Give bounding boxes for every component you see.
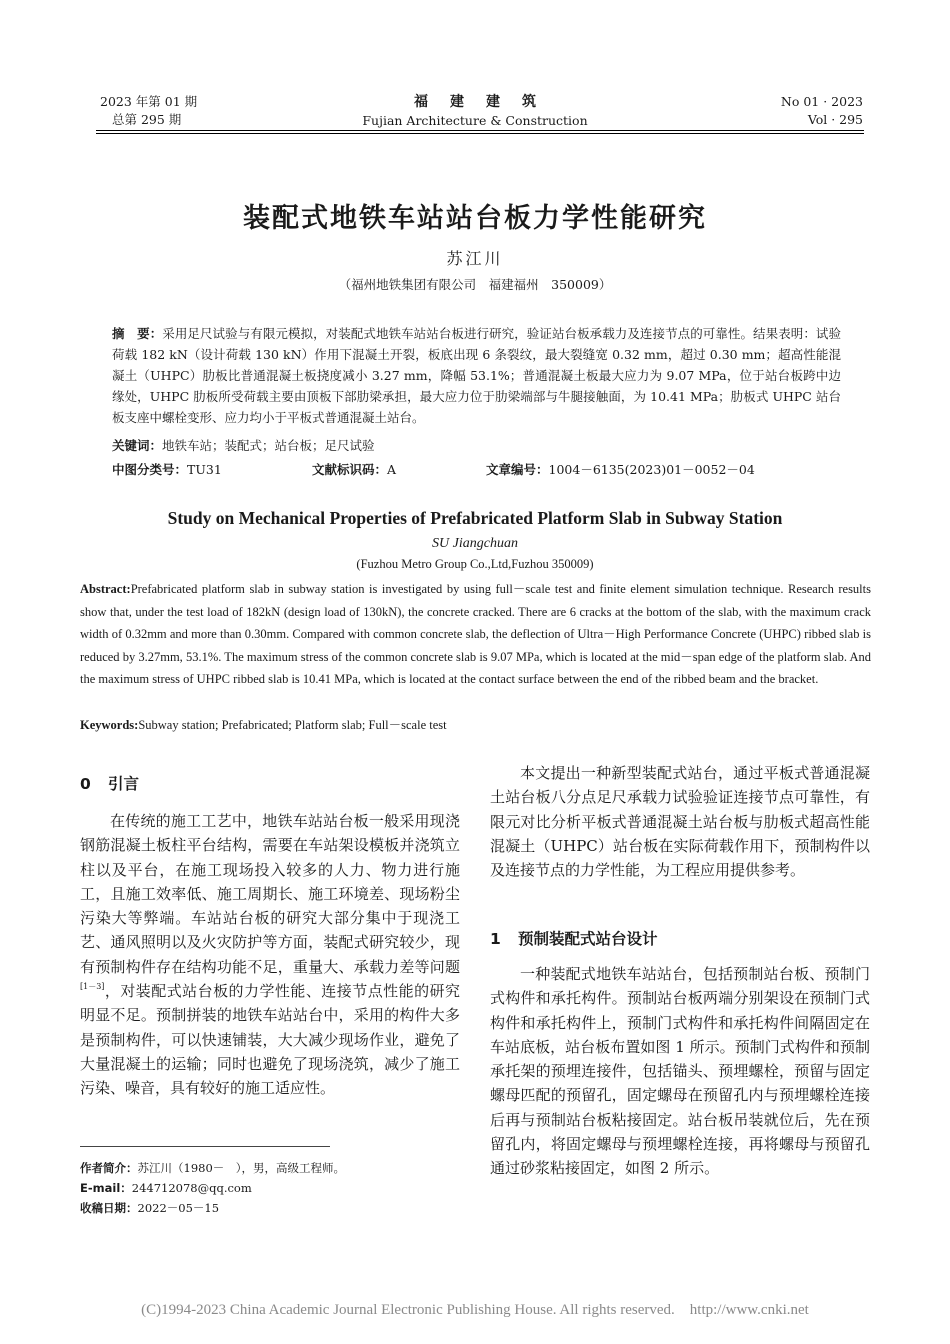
keywords-cn-label: 关键词： (112, 438, 163, 453)
paper-author: 苏江川 (446, 249, 504, 268)
author-email-label: E-mail： (80, 1181, 132, 1195)
paper-title: 装配式地铁车站站台板力学性能研究 (243, 203, 707, 234)
section-title: 引言 (108, 775, 140, 793)
received-date (80, 1198, 345, 1218)
issue-total: 总第 295 期 (112, 112, 182, 127)
citation-ref: [1－3] (80, 982, 105, 992)
footnote-rule (80, 1146, 330, 1147)
author-affiliation: （福州地铁集团有限公司 福建福州 350009） (338, 277, 612, 292)
intro-paragraph (80, 809, 460, 1101)
issue-year: 2023 年第 01 期 (100, 94, 198, 109)
header-rule-top (96, 130, 864, 131)
author-bio (80, 1158, 345, 1178)
clc-value: TU31 (187, 462, 222, 477)
section-heading-intro (80, 772, 460, 794)
document-code (312, 460, 396, 478)
volume-info (781, 93, 863, 129)
copyright-footer: (C)1994-2023 China Academic Journal Electronic Publishing House. All rights reserved. http://www.cnki.net (141, 1302, 809, 1318)
article-number (486, 460, 755, 478)
keywords-cn-text: 地铁车站；装配式；站台板；足尺试验 (162, 438, 375, 453)
section-number: 0 (80, 775, 91, 793)
header-rule-bottom (96, 133, 864, 134)
section-heading-design (490, 927, 870, 949)
abstract-cn (112, 323, 841, 428)
intro-text-a: 在传统的施工工艺中，地铁车站站台板一般采用现浇钢筋混凝土板柱平台结构，需要在车站架设模板并浇筑立柱以及平台，在施工现场投入较多的人力、物力进行施工，且施工效率低、施工周期长、施工环境差、现场粉尘污染大等弊端。车站站台板的研究大部分集中于现浇工艺、通风照明以及火灾防护等方面，装配式研究较少，现有预制构件存在结构功能不足，重量大、承载力差等问题 (80, 812, 460, 976)
author-email-text: 244712078@qq.com (131, 1181, 252, 1195)
footnote (80, 1158, 345, 1218)
clc-label: 中图分类号： (112, 462, 188, 477)
design-paragraph: 一种装配式地铁车站站台，包括预制站台板、预制门式构件和承托构件。预制站台板两端分别架设在预制门式构件和承托构件上，预制门式构件和承托构件间隔固定在车站底板，站台板布置如图 1 所示。预制门式构件和预制承托架的预埋连接件，包括锚头、预埋螺栓，预留与固定螺母匹配的预留孔，固定螺母在预留孔内与预埋螺栓连接后再与预制站台板粘接固定。站台板吊装就位后，先在预留孔内，将固定螺母与预埋螺栓连接，再将螺母与预留孔通过砂浆粘接固定，如图 2 所示。 (490, 965, 870, 1178)
abstract-en (80, 578, 871, 691)
author-bio-text: 苏江川（1980－ ），男，高级工程师。 (137, 1161, 346, 1175)
section-title: 预制装配式站台设计 (518, 930, 658, 948)
issue-number: No 01 · 2023 (780, 94, 863, 109)
document-code-label: 文献标识码： (312, 462, 388, 477)
paper-title-en: Study on Mechanical Properties of Prefabricated Platform Slab in Subway Station (167, 508, 783, 528)
article-number-label: 文章编号： (486, 462, 549, 477)
journal-name-en: Fujian Architecture & Construction (362, 113, 588, 128)
author-email (80, 1178, 345, 1198)
article-number-value: 1004－6135(2023)01－0052－04 (548, 462, 755, 477)
author-affiliation-en: (Fuzhou Metro Group Co.,Ltd,Fuzhou 350009) (356, 557, 594, 571)
clc-number (112, 460, 222, 478)
author-bio-label: 作者简介： (80, 1161, 138, 1175)
abstract-cn-text: 采用足尺试验与有限元模拟，对装配式地铁车站站台板进行研究，验证站台板承载力及连接节点的可靠性。结果表明：试验荷载 182 kN（设计荷载 130 kN）作用下混凝土开裂，板底出现 6 条裂纹，最大裂缝宽 0.32 mm，超过 0.30 mm；超高性能混凝土（UHPC）肋板比普通混凝土板挠度减小 3.27 mm，降幅 53.1%；普通混凝土板最大应力为 9.07 MPa，位于站台板跨中边缘处，UHPC 肋板所受荷载主要由顶板下部肋梁承担，最大应力位于肋梁端部与牛腿接触面，为 10.41 MPa；肋板式 UHPC 站台板支座中螺栓变形、应力均小于平板式普通混凝土站台。 (112, 326, 841, 425)
journal-name (300, 92, 650, 130)
intro-paragraph-2: 本文提出一种新型装配式站台，通过平板式普通混凝土站台板八分点足尺承载力试验验证连接节点可靠性，有限元对比分析平板式普通混凝土站台板与肋板式超高性能混凝土（UHPC）站台板在实际荷载作用下，预制构件以及连接节点的力学性能，为工程应用提供参考。 (490, 764, 870, 880)
keywords-en-label: Keywords: (80, 718, 139, 732)
keywords-en (80, 715, 447, 733)
volume-number: Vol · 295 (807, 112, 863, 127)
keywords-en-text: Subway station; Prefabricated; Platform slab; Full－scale test (138, 718, 447, 732)
received-date-label: 收稿日期： (80, 1201, 138, 1215)
abstract-en-label: Abstract: (80, 582, 131, 596)
received-date-text: 2022－05－15 (137, 1201, 220, 1215)
intro-text-b: ，对装配式站台板的力学性能、连接节点性能的研究明显不足。预制拼装的地铁车站站台中，采用的构件大多是预制构件，可以快速铺装，大大减少现场作业，避免了大量混凝土的运输；同时也避免了现场浇筑，减少了施工污染、噪音，具有较好的施工适应性。 (80, 982, 460, 1098)
issue-info (100, 93, 197, 129)
document-code-value: A (387, 462, 397, 477)
section-number: 1 (490, 930, 501, 948)
abstract-cn-label: 摘 要： (112, 326, 163, 341)
paper-author-en: SU Jiangchuan (432, 536, 518, 551)
abstract-en-text: Prefabricated platform slab in subway station is investigated by using full－scale test and finite element simulation technique. Research results show that, under the test load of 182kN (design load of 130kN), the concrete cracked. There are 6 cracks at the bottom of the slab, with the maximum crack width of 0.32mm and more than 0.30mm. Compared with common concrete slab, the deflection of Ultra－High Performance Concrete (UHPC) ribbed slab is reduced by 3.27mm, 53.1%. The maximum stress of the common concrete slab is 9.07 MPa, which is located at the mid－span edge of the platform slab. And the maximum stress of UHPC ribbed slab is 10.41 MPa, which is located at the contact surface between the end of the ribbed beam and the bracket. (80, 582, 871, 687)
keywords-cn (112, 436, 375, 454)
journal-name-cn: 福建建筑 (414, 94, 558, 110)
